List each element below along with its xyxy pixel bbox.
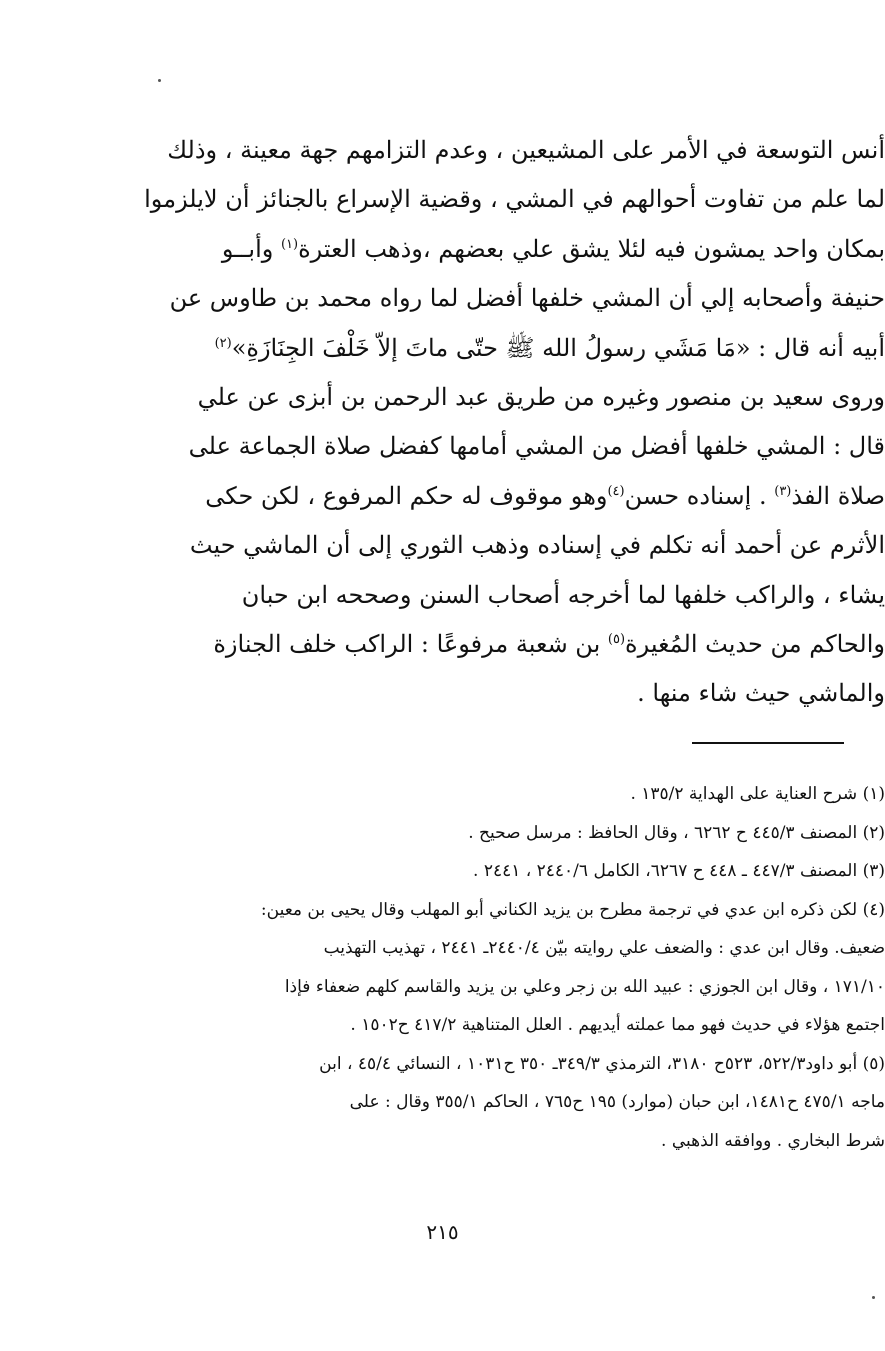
footnote-5-continuation: ماجه ٤٧٥/١ ح١٤٨١، ابن حبان (موارد) ١٩٥ ح٧٦٥ ، الحاكم ٣٥٥/١ وقال : على bbox=[349, 1092, 885, 1112]
body-line: لما علم من تفاوت أحوالهم في المشي ، وقضية الإسراع بالجنائز أن لايلزموا bbox=[144, 185, 885, 214]
footnote-ref-5[interactable]: (٥) bbox=[607, 631, 626, 647]
body-line: قال : المشي خلفها أفضل من المشي أمامها كفضل صلاة الجماعة على bbox=[188, 432, 885, 461]
footnote-4-continuation: ضعيف. وقال ابن عدي : والضعف علي روايته بيّن ٢٤٤٠/٤ـ ٢٤٤١ ، تهذيب التهذيب bbox=[323, 938, 885, 958]
footnote-5-continuation: شرط البخاري . ووافقه الذهبي . bbox=[661, 1130, 885, 1151]
page-number: ٢١٥ bbox=[426, 1220, 459, 1244]
footnote-4-continuation: ١٧١/١٠ ، وقال ابن الجوزي : عبيد الله بن زجر وعلي بن يزيد والقاسم كلهم ضعفاء فإذا bbox=[284, 976, 885, 997]
footnote-4-continuation: اجتمع هؤلاء في حديث فهو مما عملته أيديهم . العلل المتناهية ٤١٧/٢ ح١٥٠٢ . bbox=[350, 1015, 885, 1035]
footnote-2: (٢) المصنف ٤٤٥/٣ ح ٦٢٦٢ ، وقال الحافظ : مرسل صحيح . bbox=[468, 822, 885, 843]
body-text-segment: وأبــو bbox=[221, 234, 274, 263]
body-line bbox=[165, 472, 885, 521]
body-line bbox=[165, 324, 885, 373]
footnote-ref-4[interactable]: (٤) bbox=[607, 483, 625, 499]
body-text-segment: صلاة الفذ bbox=[791, 481, 885, 510]
body-line: يشاء ، والراكب خلفها لما أخرجه أصحاب السنن وصححه ابن حبان bbox=[241, 580, 885, 609]
body-line: وروى سعيد بن منصور وغيره من طريق عبد الرحمن بن أبزى عن علي bbox=[197, 382, 885, 411]
body-text-segment: والحاكم من حديث المُغيرة bbox=[625, 629, 885, 658]
scan-speck bbox=[872, 1296, 875, 1299]
body-text-segment: بمكان واحد يمشون فيه لئلا يشق علي بعضهم ،وذهب العترة bbox=[298, 234, 885, 263]
body-line: الأثرم عن أحمد أنه تكلم في إسناده وذهب الثوري إلى أن الماشي حيث bbox=[189, 531, 885, 560]
footnote-ref-1[interactable]: (١) bbox=[280, 236, 299, 252]
body-line bbox=[165, 620, 885, 669]
footnote-3: (٣) المصنف ٤٤٧/٣ ـ ٤٤٨ ح ٦٢٦٧، الكامل ٢٤٤٠/٦ ، ٢٤٤١ . bbox=[473, 861, 885, 881]
body-line: أنس التوسعة في الأمر على المشيعين ، وعدم التزامهم جهة معينة ، وذلك bbox=[167, 136, 885, 164]
footnote-ref-3[interactable]: (٣) bbox=[774, 483, 792, 499]
footnote-separator bbox=[692, 742, 844, 744]
footnote-1: (١) شرح العناية على الهداية ١٣٥/٢ . bbox=[630, 784, 885, 804]
body-line: حنيفة وأصحابه إلي أن المشي خلفها أفضل لما رواه محمد بن طاوس عن bbox=[169, 284, 885, 313]
main-body-text bbox=[144, 126, 885, 719]
scan-speck bbox=[158, 79, 161, 82]
body-line: والماشي حيث شاء منها . bbox=[637, 679, 885, 708]
footnote-5: (٥) أبو داود٥٢٢/٣، ٥٢٣ح ٣١٨٠، الترمذي ٣٤٩/٣ـ ٣٥٠ ح١٠٣١ ، النسائي ٤٥/٤ ، ابن bbox=[319, 1053, 885, 1074]
footnote-ref-2[interactable]: (٢) bbox=[214, 335, 232, 351]
footnotes-section bbox=[165, 775, 885, 1160]
body-text-segment: وهو موقوف له حكم المرفوع ، لكن حكى bbox=[205, 481, 608, 510]
body-text-segment: . إسناده حسن bbox=[624, 481, 767, 510]
body-line bbox=[165, 225, 885, 274]
body-text-segment: بن شعبة مرفوعًا : الراكب خلف الجنازة bbox=[213, 629, 601, 658]
body-text-segment: أبيه أنه قال : «مَا مَشَي رسولُ الله ﷺ حتّى ماتَ إلاّ خَلْفَ الجِنَازَةِ» bbox=[231, 333, 885, 362]
footnote-4: (٤) لكن ذكره ابن عدي في ترجمة مطرح بن يزيد الكناني أبو المهلب وقال يحيى بن معين: bbox=[260, 899, 885, 920]
